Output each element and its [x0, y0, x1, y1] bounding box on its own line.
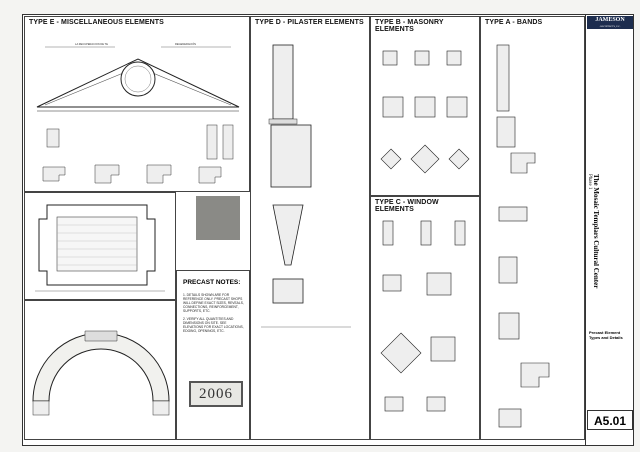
panel-title: TYPE A - BANDS — [485, 19, 543, 26]
panel-title: TYPE C - WINDOW ELEMENTS — [375, 199, 439, 213]
notes-item: 2. VERIFY ALL QUANTITIES AND DIMENSIONS ON SITE. SEE ELEVATIONS FOR EXACT LOCATIONS, EDGING, OPENINGS, ETC. — [183, 317, 244, 333]
sheet-number: A5.01 — [587, 410, 633, 430]
panel-precast-notes — [176, 270, 250, 440]
panel-type-d — [250, 16, 370, 440]
window-element-drawings — [371, 197, 481, 441]
svg-text:LA RECUPERACION DE TE: LA RECUPERACION DE TE — [75, 43, 108, 46]
project-title-block — [586, 174, 600, 324]
panel-window-surround — [24, 192, 176, 300]
panel-type-a — [480, 16, 585, 440]
notes-item: 1. DETAILS SHOWN ARE FOR REFERENCE ONLY. PRECAST SHOPS WILL DEFINE EXACT SIZES, REVEALS, CONNECTIONS, REINFORCEMENT, SUPPORTS, ETC. — [183, 293, 244, 313]
panel-type-e — [24, 16, 250, 192]
panel-arch — [24, 300, 176, 440]
date-plaque: 2006 — [189, 381, 243, 407]
panel-title: TYPE E - MISCELLANEOUS ELEMENTS — [29, 19, 164, 26]
logo-text: JAMESON — [595, 17, 625, 23]
svg-text:REGENERACIÓN: REGENERACIÓN — [175, 43, 197, 46]
sheet-title: Precast Element Types and Details — [589, 330, 623, 340]
medallion-photo — [196, 196, 240, 240]
pediment-drawing — [25, 17, 251, 193]
band-drawings — [481, 17, 586, 441]
project-phase: Phase 1 — [587, 174, 592, 190]
window-surround-drawing — [25, 193, 177, 301]
firm-logo — [587, 16, 633, 29]
logo-subtext: ARCHITECTS, P.C. — [599, 25, 621, 28]
pilaster-drawings — [251, 17, 371, 441]
project-title: The Mosaic Templars Cultural Center — [592, 174, 600, 289]
panel-title: TYPE B - MASONRY ELEMENTS — [375, 19, 444, 33]
panel-type-c — [370, 196, 480, 440]
masonry-drawings — [371, 17, 481, 197]
arch-drawing — [25, 301, 177, 441]
title-block — [585, 14, 634, 446]
notes-title: PRECAST NOTES: — [183, 279, 241, 286]
panel-type-b — [370, 16, 480, 196]
panel-title: TYPE D - PILASTER ELEMENTS — [255, 19, 364, 26]
